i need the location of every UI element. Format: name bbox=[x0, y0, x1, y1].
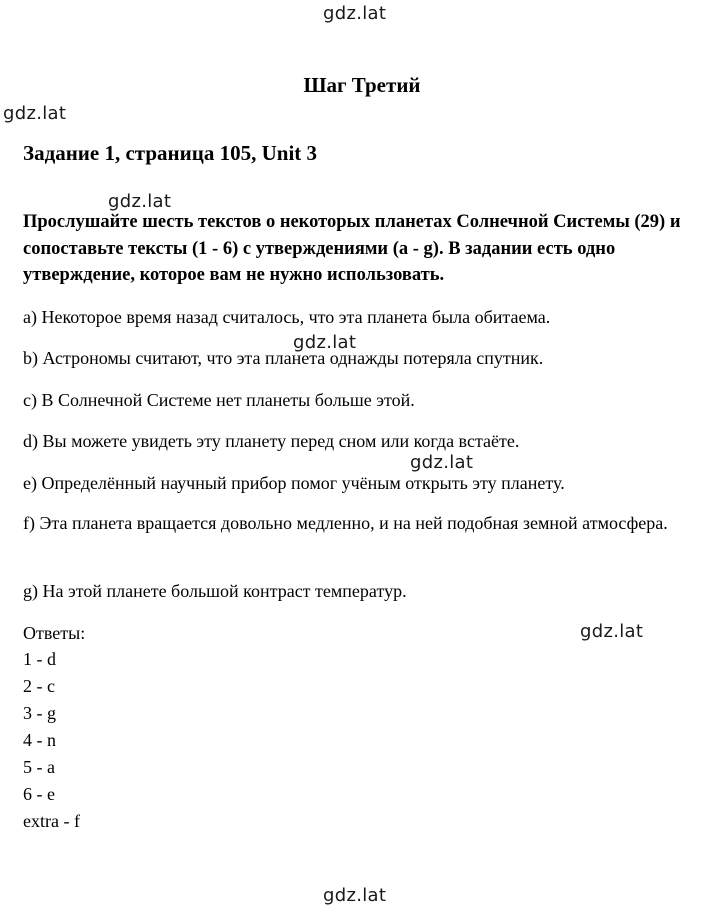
answers-label: Ответы: bbox=[23, 623, 86, 643]
answer-item: extra - f bbox=[23, 811, 80, 831]
statement-d: d) Вы можете увидеть эту планету перед сном или когда встаёте. bbox=[23, 431, 520, 451]
statement-f: f) Эта планета вращается довольно медленно, и на ней подобная земной атмосфера. bbox=[23, 513, 668, 533]
watermark: gdz.lat bbox=[580, 621, 644, 642]
answer-item: 1 - d bbox=[23, 649, 56, 669]
statement-c: c) В Солнечной Системе нет планеты больше этой. bbox=[23, 390, 415, 410]
watermark: gdz.lat bbox=[410, 452, 474, 473]
watermark: gdz.lat bbox=[108, 191, 172, 212]
page-title: Шаг Третий bbox=[303, 73, 421, 97]
answer-item: 6 - e bbox=[23, 784, 55, 804]
statement-b: b) Астрономы считают, что эта планета однажды потеряла спутник. bbox=[23, 348, 544, 368]
watermark: gdz.lat bbox=[323, 885, 387, 906]
answer-item: 5 - a bbox=[23, 757, 55, 777]
watermark: gdz.lat bbox=[3, 103, 67, 124]
instruction-text: Прослушайте шесть текстов о некоторых планетах Солнечной Системы (29) и сопоставьте тексты (1 - 6) с утверждениями (a - g). В задании есть одно утверждение, которое вам не нужно использовать. bbox=[23, 212, 681, 285]
answer-item: 2 - c bbox=[23, 676, 55, 696]
statement-a: a) Некоторое время назад считалось, что эта планета была обитаема. bbox=[23, 307, 551, 327]
statement-g: g) На этой планете большой контраст температур. bbox=[23, 581, 407, 601]
task-heading: Задание 1, страница 105, Unit 3 bbox=[23, 141, 318, 165]
watermark: gdz.lat bbox=[293, 332, 357, 353]
statement-e: e) Определённый научный прибор помог учёным открыть эту планету. bbox=[23, 473, 565, 493]
watermark: gdz.lat bbox=[323, 3, 387, 24]
answer-item: 3 - g bbox=[23, 703, 56, 723]
answer-item: 4 - n bbox=[23, 730, 56, 750]
